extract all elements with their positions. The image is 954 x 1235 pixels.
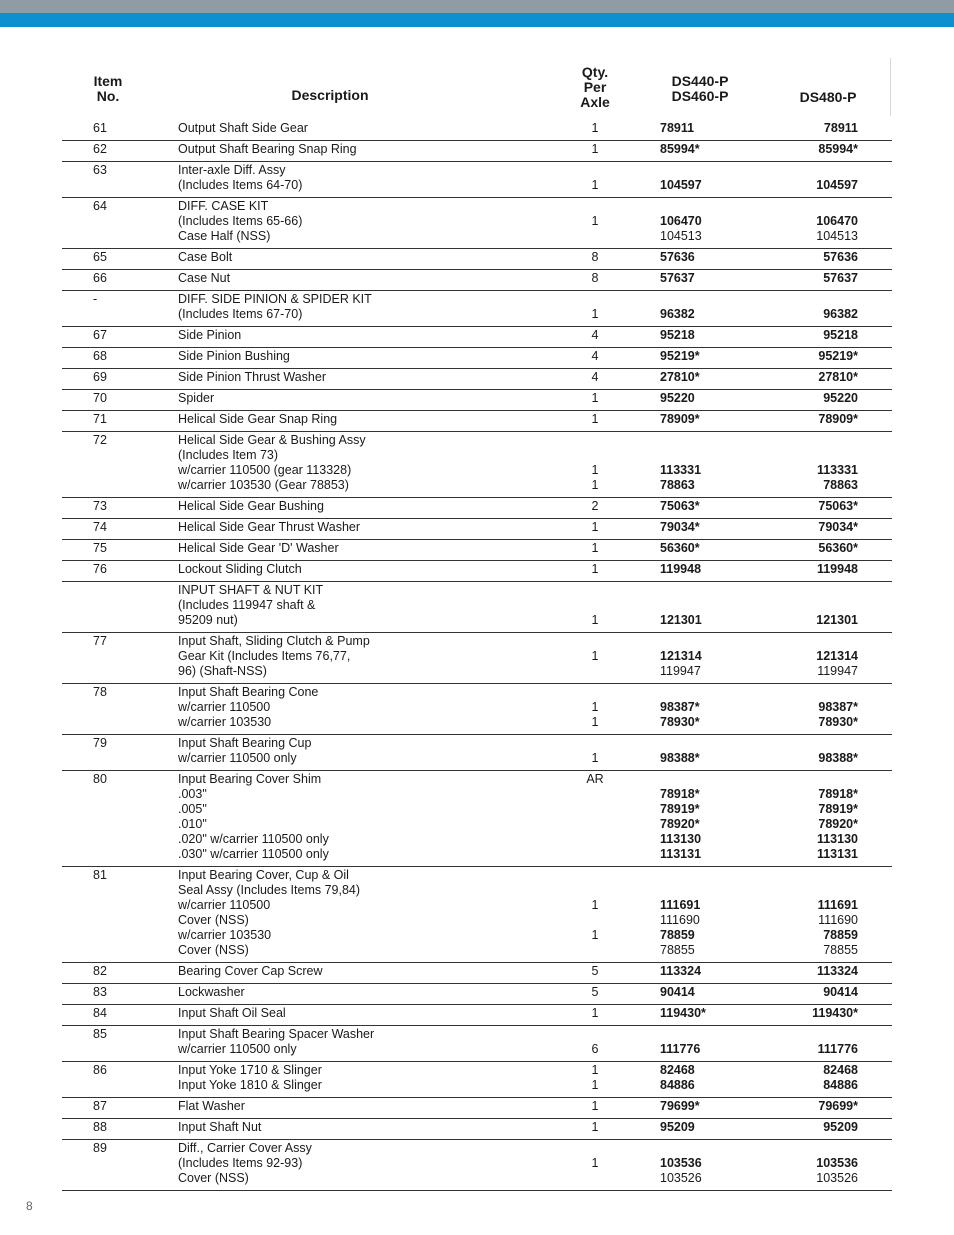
part-number-ds480: 75063* xyxy=(818,499,858,513)
part-number-ds440-ds460: 113331 78863 xyxy=(660,463,702,492)
qty-cell: 1 1 xyxy=(591,898,599,942)
part-number-ds480: 27810* xyxy=(818,370,858,384)
qty-cell: 5 xyxy=(591,985,599,999)
qty-cell: 1 xyxy=(591,751,599,765)
table-row xyxy=(62,411,892,432)
qty-cell: 1 xyxy=(591,1006,599,1020)
part-number-ds440-ds460: 75063* xyxy=(660,499,700,513)
description-cell: Input Shaft Nut xyxy=(178,1120,262,1134)
part-number-ds480: 79034* xyxy=(818,520,858,534)
qty-cell: 1 xyxy=(591,520,599,534)
table-row xyxy=(62,498,892,519)
item-number: 76 xyxy=(93,562,107,576)
description-cell: Inter-axle Diff. Assy (Includes Items 64-70) xyxy=(178,163,303,192)
part-number-ds480: 104597 xyxy=(816,178,858,192)
table-row xyxy=(62,582,892,633)
description-cell: Helical Side Gear Thrust Washer xyxy=(178,520,361,534)
item-number: 80 xyxy=(93,772,107,786)
description-cell: Input Shaft, Sliding Clutch & Pump Gear Kit (Includes Items 76,77, 96) (Shaft-NSS) xyxy=(178,634,370,678)
item-number: 64 xyxy=(93,199,107,213)
table-row xyxy=(62,519,892,540)
qty-cell: 1 1 xyxy=(591,463,599,492)
qty-cell: 8 xyxy=(591,250,599,264)
qty-cell: 1 xyxy=(591,121,599,135)
table-row xyxy=(62,1062,892,1098)
description-cell: Helical Side Gear Snap Ring xyxy=(178,412,338,426)
table-row xyxy=(62,348,892,369)
description-cell: Input Bearing Cover, Cup & Oil Seal Assy (Includes Items 79,84) w/carrier 110500 Cover (NSS) w/carrier 103530 Cover (NSS) xyxy=(178,868,361,957)
qty-cell: 1 xyxy=(591,541,599,555)
qty-cell: 1 xyxy=(591,649,599,663)
part-number-ds440-ds460: 98388* xyxy=(660,751,700,765)
item-number: 83 xyxy=(93,985,107,999)
part-number-ds480: 57637 xyxy=(823,271,858,285)
table-row xyxy=(62,270,892,291)
part-number-ds440-ds460: 119948 xyxy=(660,562,702,576)
qty-cell: 4 xyxy=(591,349,599,363)
table-row xyxy=(62,1026,892,1062)
part-number-ds480: 56360* xyxy=(818,541,858,555)
table-row xyxy=(62,540,892,561)
part-number-ds480: 119948 xyxy=(816,562,858,576)
part-number-ds440-ds460: 78918* 78919* 78920* 113130 113131 xyxy=(660,787,702,861)
item-number: 87 xyxy=(93,1099,107,1113)
qty-cell: 4 xyxy=(591,328,599,342)
item-number: 73 xyxy=(93,499,107,513)
qty-cell: 5 xyxy=(591,964,599,978)
qty-cell: 1 xyxy=(591,613,599,627)
part-number-ds440-ds460: 95218 xyxy=(660,328,695,342)
description-cell: Lockwasher xyxy=(178,985,245,999)
header-description: Description xyxy=(291,87,369,103)
part-number-ds480: 98388* xyxy=(818,751,858,765)
table-row xyxy=(62,735,892,771)
qty-cell: 1 xyxy=(591,391,599,405)
item-number: 86 xyxy=(93,1063,107,1077)
item-number: - xyxy=(93,292,98,306)
part-number-ds440-ds460: 78911 xyxy=(660,121,695,135)
qty-cell: 1 xyxy=(591,1120,599,1134)
description-cell: Bearing Cover Cap Screw xyxy=(178,964,323,978)
part-number-ds440-ds460: 27810* xyxy=(660,370,700,384)
part-number-ds440-ds460: 56360* xyxy=(660,541,700,555)
description-cell: INPUT SHAFT & NUT KIT (Includes 119947 shaft & 95209 nut) xyxy=(178,583,324,627)
table-row xyxy=(62,1119,892,1140)
part-number-ds440-ds460: 90414 xyxy=(660,985,695,999)
header-item-no: Item No. xyxy=(93,73,123,104)
table-row xyxy=(62,120,892,141)
part-number-ds440-ds460: 111776 xyxy=(660,1042,701,1056)
header-ds440-ds460: DS440-P DS460-P xyxy=(671,73,729,104)
description-cell: Input Shaft Oil Seal xyxy=(178,1006,286,1020)
item-number: 72 xyxy=(93,433,107,447)
part-number-ds440-ds460: 78909* xyxy=(660,412,700,426)
part-number-ds480: 79699* xyxy=(818,1099,858,1113)
part-number-ds440-ds460: 95219* xyxy=(660,349,700,363)
item-number: 70 xyxy=(93,391,107,405)
part-number-ds480: 78911 xyxy=(823,121,858,135)
part-number-ds480: 95220 xyxy=(823,391,858,405)
table-row xyxy=(62,141,892,162)
table-row xyxy=(62,390,892,411)
description-cell: Case Nut xyxy=(178,271,231,285)
table-row xyxy=(62,633,892,684)
part-number-ds480: 106470 104513 xyxy=(816,214,858,243)
part-number-ds480: 111691 111690 78859 78855 xyxy=(817,898,858,957)
description-cell: Input Yoke 1710 & Slinger Input Yoke 1810 & Slinger xyxy=(178,1063,322,1092)
part-number-ds480: 121301 xyxy=(816,613,858,627)
table-row xyxy=(62,561,892,582)
table-row xyxy=(62,1140,892,1191)
part-number-ds440-ds460: 57637 xyxy=(660,271,695,285)
item-number: 81 xyxy=(93,868,107,882)
qty-cell: 1 xyxy=(591,307,599,321)
qty-cell: 1 1 xyxy=(591,1063,599,1092)
part-number-ds440-ds460: 82468 84886 xyxy=(660,1063,695,1092)
item-number: 71 xyxy=(93,412,107,426)
item-number: 78 xyxy=(93,685,107,699)
table-row xyxy=(62,684,892,735)
part-number-ds440-ds460: 106470 104513 xyxy=(660,214,702,243)
table-row xyxy=(62,1005,892,1026)
qty-cell: 4 xyxy=(591,370,599,384)
item-number: 89 xyxy=(93,1141,107,1155)
description-cell: Helical Side Gear & Bushing Assy (Includes Item 73) w/carrier 110500 (gear 113328) w/carrier 103530 (Gear 78853) xyxy=(178,433,366,492)
qty-cell: 1 xyxy=(591,1156,599,1170)
part-number-ds480: 85994* xyxy=(818,142,858,156)
item-number: 69 xyxy=(93,370,107,384)
table-row xyxy=(62,249,892,270)
description-cell: Input Bearing Cover Shim .003" .005" .010" .020" w/carrier 110500 only .030" w/carrier 110500 only xyxy=(178,772,329,861)
qty-cell: 1 xyxy=(591,214,599,228)
table-row xyxy=(62,198,892,249)
qty-cell: 6 xyxy=(591,1042,599,1056)
table-row xyxy=(62,327,892,348)
part-number-ds480: 78918* 78919* 78920* 113130 113131 xyxy=(816,787,858,861)
header-ds480: DS480-P xyxy=(799,89,857,105)
item-number: 67 xyxy=(93,328,107,342)
description-cell: Side Pinion Bushing xyxy=(178,349,290,363)
description-cell: Output Shaft Side Gear xyxy=(178,121,308,135)
description-cell: Input Shaft Bearing Cone w/carrier 110500 w/carrier 103530 xyxy=(178,685,319,729)
description-cell: DIFF. CASE KIT (Includes Items 65-66) Case Half (NSS) xyxy=(178,199,303,243)
part-number-ds480: 95218 xyxy=(823,328,858,342)
item-number: 62 xyxy=(93,142,107,156)
part-number-ds440-ds460: 111691 111690 78859 78855 xyxy=(660,898,701,957)
part-number-ds480: 113324 xyxy=(816,964,858,978)
item-number: 65 xyxy=(93,250,107,264)
description-cell: Helical Side Gear 'D' Washer xyxy=(178,541,339,555)
table-row xyxy=(62,162,892,198)
description-cell: Lockout Sliding Clutch xyxy=(178,562,302,576)
part-number-ds440-ds460: 95220 xyxy=(660,391,695,405)
item-number: 82 xyxy=(93,964,107,978)
qty-cell: 1 xyxy=(591,562,599,576)
part-number-ds480: 57636 xyxy=(823,250,858,264)
table-row xyxy=(62,1098,892,1119)
part-number-ds480: 98387* 78930* xyxy=(818,700,858,729)
item-number: 79 xyxy=(93,736,107,750)
part-number-ds480: 78909* xyxy=(818,412,858,426)
part-number-ds440-ds460: 104597 xyxy=(660,178,702,192)
table-row xyxy=(62,963,892,984)
part-number-ds480: 113331 78863 xyxy=(816,463,858,492)
table-row xyxy=(62,369,892,390)
part-number-ds440-ds460: 113324 xyxy=(660,964,702,978)
item-number: 68 xyxy=(93,349,107,363)
part-number-ds480: 96382 xyxy=(823,307,858,321)
part-number-ds440-ds460: 96382 xyxy=(660,307,695,321)
qty-cell: 1 xyxy=(591,178,599,192)
description-cell: Side Pinion Thrust Washer xyxy=(178,370,326,384)
qty-cell: 8 xyxy=(591,271,599,285)
qty-cell: 1 1 xyxy=(591,700,599,729)
part-number-ds480: 119430* xyxy=(812,1006,858,1020)
part-number-ds480: 111776 xyxy=(817,1042,858,1056)
item-number: 88 xyxy=(93,1120,107,1134)
description-cell: Diff., Carrier Cover Assy (Includes Items 92-93) Cover (NSS) xyxy=(178,1141,312,1185)
part-number-ds480: 82468 84886 xyxy=(823,1063,858,1092)
qty-cell: 2 xyxy=(591,499,599,513)
part-number-ds480: 95209 xyxy=(823,1120,858,1134)
part-number-ds480: 90414 xyxy=(823,985,858,999)
header-qty: Qty. Per Axle xyxy=(580,64,610,110)
part-number-ds440-ds460: 79034* xyxy=(660,520,700,534)
qty-cell: AR xyxy=(586,772,604,786)
description-cell: Output Shaft Bearing Snap Ring xyxy=(178,142,357,156)
description-cell: Spider xyxy=(178,391,215,405)
table-row xyxy=(62,771,892,867)
qty-cell: 1 xyxy=(591,1099,599,1113)
description-cell: Case Bolt xyxy=(178,250,233,264)
table-row xyxy=(62,984,892,1005)
part-number-ds440-ds460: 121301 xyxy=(660,613,702,627)
description-cell: Helical Side Gear Bushing xyxy=(178,499,324,513)
part-number-ds440-ds460: 98387* 78930* xyxy=(660,700,700,729)
page-number: 8 xyxy=(26,1199,33,1213)
table-row xyxy=(62,291,892,327)
part-number-ds440-ds460: 57636 xyxy=(660,250,695,264)
part-number-ds440-ds460: 95209 xyxy=(660,1120,695,1134)
description-cell: Flat Washer xyxy=(178,1099,245,1113)
table-row xyxy=(62,432,892,498)
qty-cell: 1 xyxy=(591,412,599,426)
item-number: 63 xyxy=(93,163,107,177)
part-number-ds440-ds460: 103536 103526 xyxy=(660,1156,702,1185)
part-number-ds480: 121314 119947 xyxy=(816,649,858,678)
qty-cell: 1 xyxy=(591,142,599,156)
description-cell: DIFF. SIDE PINION & SPIDER KIT (Includes Items 67-70) xyxy=(178,292,372,321)
item-number: 77 xyxy=(93,634,107,648)
item-number: 61 xyxy=(93,121,107,135)
description-cell: Input Shaft Bearing Cup w/carrier 110500 only xyxy=(178,736,312,765)
item-number: 84 xyxy=(93,1006,107,1020)
description-cell: Side Pinion xyxy=(178,328,242,342)
part-number-ds440-ds460: 121314 119947 xyxy=(660,649,702,678)
item-number: 66 xyxy=(93,271,107,285)
description-cell: Input Shaft Bearing Spacer Washer w/carrier 110500 only xyxy=(178,1027,375,1056)
item-number: 75 xyxy=(93,541,107,555)
part-number-ds480: 103536 103526 xyxy=(816,1156,858,1185)
table-row xyxy=(62,867,892,963)
part-number-ds480: 95219* xyxy=(818,349,858,363)
part-number-ds440-ds460: 119430* xyxy=(660,1006,706,1020)
part-number-ds440-ds460: 85994* xyxy=(660,142,700,156)
part-number-ds440-ds460: 79699* xyxy=(660,1099,700,1113)
item-number: 85 xyxy=(93,1027,107,1041)
item-number: 74 xyxy=(93,520,107,534)
